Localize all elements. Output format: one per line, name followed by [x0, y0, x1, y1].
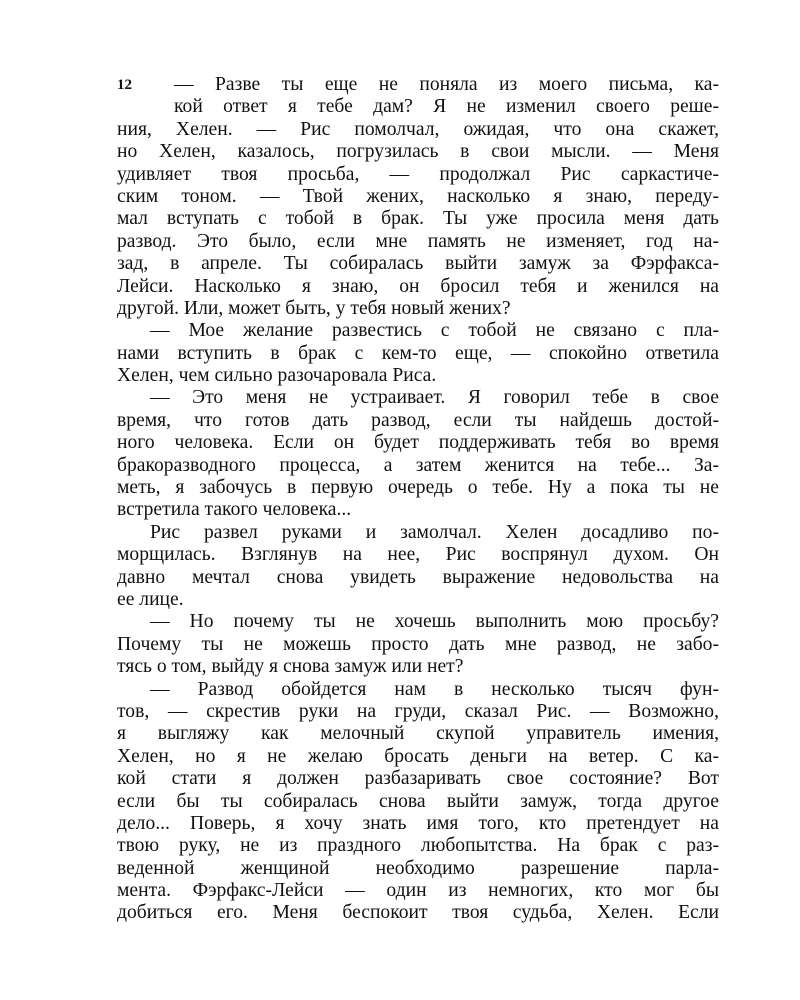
text-line: я выгляжу как мелочный скупой управитель имения,	[117, 723, 719, 745]
text-line: ного человека. Если он будет поддерживать тебя во время	[117, 432, 719, 454]
text-line: — Но почему ты не хочешь выполнить мою просьбу?	[150, 611, 719, 633]
text-line: Рис развел руками и замолчал. Хелен досадливо по-	[150, 521, 719, 543]
text-line: другой. Или, может быть, у тебя новый жених?	[117, 297, 511, 319]
text-line: время, что готов дать развод, если ты найдешь достой-	[117, 409, 719, 431]
text-line: меть, я забочусь в первую очередь о тебе. Ну а пока ты не	[117, 477, 719, 499]
text-line: — Развод обойдется нам в несколько тысяч фун-	[150, 678, 719, 700]
text-line: дело... Поверь, я хочу знать имя того, кто претендует на	[117, 812, 719, 834]
text-line: удивляет твоя просьба, — продолжал Рис саркастиче-	[117, 163, 719, 185]
page-number: 12	[117, 77, 132, 93]
text-line: встретила такого человека...	[117, 499, 352, 521]
text-line: веденной женщиной необходимо разрешение парла-	[117, 857, 719, 879]
text-line: если бы ты собиралась снова выйти замуж, тогда другое	[117, 790, 719, 812]
text-line: мента. Фэрфакс-Лейси — один из немногих, кто мог бы	[117, 880, 719, 902]
text-line: твою руку, не из праздного любопытства. На брак с раз-	[117, 835, 719, 857]
text-line: — Это меня не устраивает. Я говорил тебе в свое	[150, 387, 719, 409]
text-line: добиться его. Меня беспокоит твоя судьба, Хелен. Если	[117, 902, 719, 924]
text-line: Хелен, но я не желаю бросать деньги на ветер. С ка-	[117, 745, 719, 767]
text-line: морщилась. Взглянув на нее, Рис воспрянул духом. Он	[117, 544, 719, 566]
text-line: ским тоном. — Твой жених, насколько я знаю, переду-	[117, 185, 719, 207]
text-line: кой стати я должен разбазаривать свое состояние? Вот	[117, 768, 719, 790]
text-line: — Мое желание развестись с тобой не связано с пла-	[150, 320, 719, 342]
text-line: мал вступать с тобой в брак. Ты уже просила меня дать	[117, 208, 719, 230]
text-line: бракоразводного процесса, а затем женится на тебе... За-	[117, 454, 719, 476]
text-line: давно мечтал снова увидеть выражение недовольства на	[117, 566, 719, 588]
text-line: тов, — скрестив руки на груди, сказал Рис. — Возможно,	[117, 700, 719, 722]
text-line: — Разве ты еще не поняла из моего письма, ка-	[174, 74, 719, 95]
text-line: тясь о том, выйду я снова замуж или нет?	[117, 656, 464, 678]
text-line: но Хелен, казалось, погрузилась в свои мысли. — Меня	[117, 141, 719, 163]
text-line: Хелен, чем сильно разочаровала Риса.	[117, 365, 437, 387]
text-line: Почему ты не можешь просто дать мне развод, не забо-	[117, 633, 719, 655]
text-line: нами вступить в брак с кем-то еще, — спокойно ответила	[117, 342, 719, 364]
text-line: кой ответ я тебе дам? Я не изменил своего реше-	[174, 96, 719, 118]
body-text	[117, 74, 719, 925]
text-line: развод. Это было, если мне память не изменяет, год на-	[117, 230, 719, 252]
text-line: ее лице.	[117, 588, 184, 610]
text-line: ния, Хелен. — Рис помолчал, ожидая, что она скажет,	[117, 118, 719, 140]
text-line: Лейси. Насколько я знаю, он бросил тебя и женился на	[117, 275, 719, 297]
text-line: зад, в апреле. Ты собиралась выйти замуж за Фэрфакса-	[117, 253, 719, 275]
